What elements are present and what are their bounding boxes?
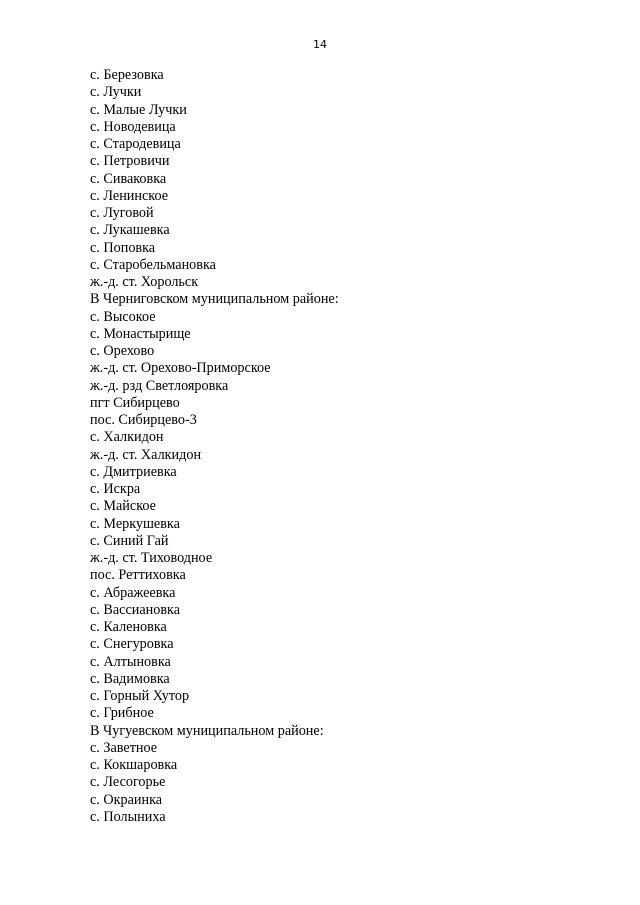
settlement-entry: с. Новодевица (90, 118, 176, 135)
settlement-entry: с. Поповка (90, 239, 156, 256)
settlement-entry: с. Дмитриевка (90, 463, 177, 480)
settlement-entry: с. Каленовка (90, 619, 167, 635)
settlement-entry: ж.-д. ст. Орехово-Приморское (90, 360, 271, 377)
settlement-entry: с. Лесогорье (90, 774, 166, 791)
settlement-entry: ж.-д. ст. Тиховодное (90, 550, 213, 566)
settlement-entry: с. Алтыновка (90, 653, 171, 670)
district-heading: В Черниговском муниципальном районе: (90, 291, 339, 308)
settlement-entry: с. Снегуровка (90, 636, 174, 653)
page-number: 14 (313, 38, 327, 51)
settlement-entry: с. Абражеевка (90, 584, 176, 601)
settlement-entry: пос. Сибирцево-3 (90, 412, 197, 428)
settlement-entry: ж.-д. ст. Хорольск (90, 274, 199, 290)
settlement-entry: с. Халкидон (90, 429, 164, 446)
settlement-entry: с. Стародевица (90, 136, 181, 152)
settlement-entry: пгт Сибирцево (90, 394, 180, 411)
settlement-entry: с. Окраинка (90, 791, 163, 808)
settlement-entry: с. Березовка (90, 67, 164, 83)
settlement-entry: с. Сиваковка (90, 170, 167, 187)
settlement-entry: с. Вадимовка (90, 670, 170, 687)
settlement-entry: с. Высокое (90, 308, 156, 325)
settlement-list (90, 67, 339, 826)
settlement-entry: ж.-д. ст. Халкидон (90, 446, 202, 463)
settlement-entry: с. Полыниха (90, 808, 166, 825)
settlement-entry: пос. Реттиховка (90, 567, 186, 584)
settlement-entry: с. Меркушевка (90, 515, 180, 532)
settlement-entry: с. Горный Хутор (90, 688, 190, 704)
settlement-entry: с. Грибное (90, 705, 154, 722)
settlement-entry: с. Вассиановка (90, 601, 180, 618)
settlement-entry: с. Синий Гай (90, 532, 169, 549)
settlement-entry: с. Малые Лучки (90, 101, 187, 118)
settlement-entry: с. Искра (90, 481, 141, 497)
settlement-entry: с. Луговой (90, 205, 154, 221)
settlement-entry: с. Ленинское (90, 187, 169, 204)
settlement-entry: с. Лукашевка (90, 222, 170, 239)
settlement-entry: с. Петровичи (90, 153, 170, 170)
settlement-entry: с. Орехово (90, 343, 155, 359)
settlement-entry: с. Кокшаровка (90, 757, 178, 773)
settlement-entry: с. Старобельмановка (90, 256, 216, 273)
district-heading: В Чугуевском муниципальном районе: (90, 722, 324, 739)
settlement-entry: с. Лучки (90, 84, 142, 101)
settlement-entry: с. Майское (90, 498, 156, 515)
settlement-entry: с. Монастырище (90, 325, 191, 342)
settlement-entry: с. Заветное (90, 739, 158, 756)
settlement-entry: ж.-д. рзд Светлояровка (90, 377, 229, 394)
